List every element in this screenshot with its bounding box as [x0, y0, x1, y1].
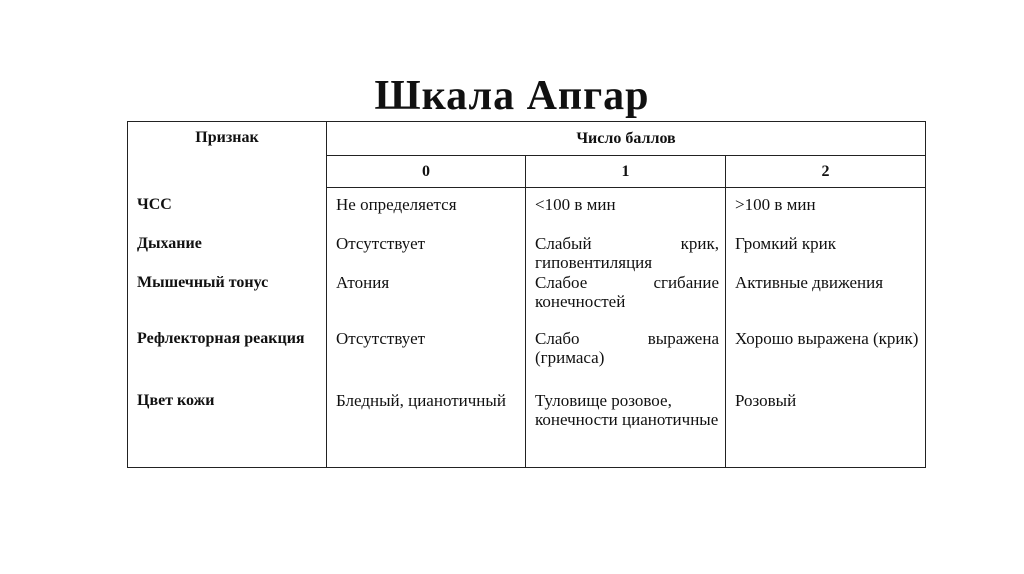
- page-title: Шкала Апгар: [374, 73, 650, 119]
- header-score-1: 1: [526, 156, 726, 188]
- table-row: [128, 188, 926, 235]
- score-1-cell: Слабое сгибание конечностей: [526, 273, 726, 329]
- table-row: [128, 273, 926, 329]
- sign-cell: Цвет кожи: [128, 391, 327, 468]
- apgar-table: [127, 121, 926, 468]
- sign-cell: Рефлекторная реакция: [128, 329, 327, 391]
- score-1-cell: Туловище розовое, конечности цианотичные: [526, 391, 726, 468]
- table-row: [128, 329, 926, 391]
- score-0-cell: Не определяется: [327, 188, 526, 235]
- score-1-cell: <100 в мин: [526, 188, 726, 235]
- score-0-cell: Отсутствует: [327, 329, 526, 391]
- score-2-cell: Хорошо выражена (крик): [726, 329, 926, 391]
- score-2-cell: Активные движения: [726, 273, 926, 329]
- header-score-0: 0: [327, 156, 526, 188]
- sign-cell: Дыхание: [128, 234, 327, 273]
- sign-cell: ЧСС: [128, 188, 327, 235]
- score-2-cell: Розовый: [726, 391, 926, 468]
- header-sign: Признак: [128, 122, 327, 188]
- sign-cell: Мышечный тонус: [128, 273, 327, 329]
- score-2-cell: Громкий крик: [726, 234, 926, 273]
- table-row: [128, 391, 926, 468]
- score-0-cell: Отсутствует: [327, 234, 526, 273]
- header-score-2: 2: [726, 156, 926, 188]
- score-0-cell: Атония: [327, 273, 526, 329]
- header-score-group: Число баллов: [327, 122, 926, 156]
- score-0-cell: Бледный, цианотичный: [327, 391, 526, 468]
- score-2-cell: >100 в мин: [726, 188, 926, 235]
- table-header-row: [128, 122, 926, 156]
- table-row: [128, 234, 926, 273]
- score-1-cell: Слабый крик, гиповентиляция: [526, 234, 726, 273]
- score-1-cell: Слабо выражена (гримаса): [526, 329, 726, 391]
